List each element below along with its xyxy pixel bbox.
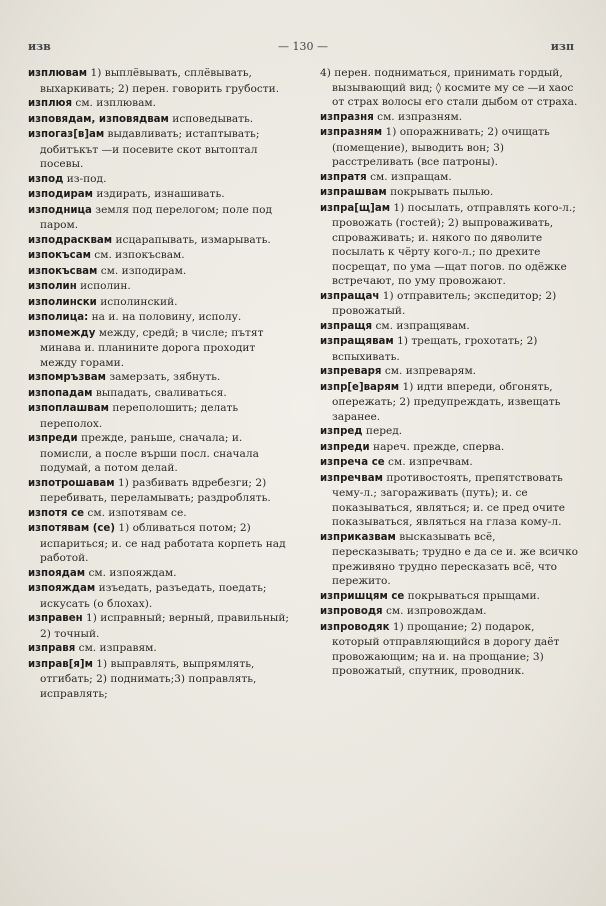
entry-definition: 1) отправитель; экспедитор; 2) провожатый. xyxy=(332,289,557,317)
entry-headword: изпреча се xyxy=(320,457,385,468)
entry-definition: высказывать всё, пересказывать; трудно е да се и. же всичко преживяно трудно пересказать всё, что пережито. xyxy=(332,530,579,587)
dictionary-entry xyxy=(320,66,582,110)
entry-definition: между, средй; в числе; пътят минава и. планините дорога проходит между горами. xyxy=(40,326,264,369)
entry-headword: изпотя се xyxy=(28,507,85,519)
entry-headword: изпокъсам xyxy=(28,250,91,261)
entry-headword: изпред xyxy=(320,426,363,437)
entry-definition: замерзать, зябнуть. xyxy=(105,371,221,383)
entry-definition: 1) посылать, отправлять кого-л.; провожать (гостей); 2) выпроваживать, спроваживать; и. някого по дяволите посылать к чёрту кого-л.; по дрехите посрещат, по ума —щат погов. по одёжке встречают, по уму провожают. xyxy=(332,201,576,287)
dictionary-entry xyxy=(320,364,582,380)
entry-definition: 1) идти впереди, обгонять, опережать; 2) предупреждать, извещать заранее. xyxy=(332,380,561,423)
entry-definition: см. изпреварям. xyxy=(381,365,477,377)
page-number: — 130 — xyxy=(278,40,328,53)
entry-headword: изподница xyxy=(28,204,92,216)
header-right-guide-word: изп xyxy=(550,40,574,53)
entry-headword: изподрасквам xyxy=(28,234,113,246)
dictionary-entry xyxy=(320,604,582,620)
dictionary-entry xyxy=(28,96,290,112)
entry-definition: на и. на половину, исполу. xyxy=(88,311,242,323)
dictionary-entry xyxy=(320,170,582,186)
entry-headword: изпоядам xyxy=(28,567,86,579)
dictionary-entry xyxy=(28,326,290,371)
dictionary-entry xyxy=(28,401,290,431)
entry-definition: выдавливать; истаптывать; добитъкът —и посевите скот вытоптал посевы. xyxy=(40,128,260,170)
dictionary-entry xyxy=(28,66,290,96)
dictionary-entry xyxy=(28,248,290,264)
entry-definition: см. изподирам. xyxy=(97,264,187,277)
dictionary-entry xyxy=(28,295,290,311)
entry-headword: изпразням xyxy=(320,127,383,138)
entry-headword: изпращя xyxy=(320,320,373,332)
entry-definition: исцарапывать, измарывать. xyxy=(112,233,271,246)
entry-definition: прежде, раньше, сначала; и. помисли, а после върши посл. сначала подумай, а потом делай. xyxy=(40,432,259,474)
entry-headword: изпратя xyxy=(320,171,367,183)
dictionary-entry xyxy=(28,172,290,188)
dictionary-entry xyxy=(28,581,290,611)
entry-definition: 1) исправный; верный, правильный; 2) точный. xyxy=(40,612,289,640)
dictionary-entry xyxy=(28,431,290,476)
entry-headword: изполин xyxy=(28,281,77,292)
entry-definition: см. изплювам. xyxy=(72,97,157,109)
dictionary-entry xyxy=(28,233,290,249)
entry-headword: изпоплашвам xyxy=(28,403,109,414)
dictionary-entry xyxy=(320,424,582,440)
entry-definition: изъедать, разъедать, поедать; искусать (о блохах). xyxy=(40,582,267,610)
entry-definition: переполошить; делать переполох. xyxy=(40,402,239,430)
dictionary-entry xyxy=(320,289,582,319)
entry-definition: 4) перен. подниматься, принимать гордый, вызывающий вид; ◊ космите му се —и хаос от страх волосы его стали дыбом от страха. xyxy=(320,67,578,108)
entry-headword: изпроводя xyxy=(320,606,383,617)
entry-headword: изпод xyxy=(28,173,64,185)
entry-definition: см. изпразням. xyxy=(373,110,463,123)
dictionary-entry xyxy=(28,641,290,657)
entry-headword: изпреди xyxy=(28,433,78,444)
entry-headword: изплюя xyxy=(28,98,73,109)
entry-headword: изпроводяк xyxy=(320,621,390,633)
entry-definition: см. изпращявам. xyxy=(372,319,470,332)
entry-headword: изпогаз[в]ам xyxy=(28,129,105,140)
entry-definition: 1) обливаться потом; 2) испариться; и. се над работата корпеть над работой. xyxy=(40,522,286,564)
entry-definition: земля под перелогом; поле под паром. xyxy=(40,203,273,231)
entry-definition: перед. xyxy=(362,425,403,437)
entry-headword: изпотявам (се) xyxy=(28,523,115,534)
entry-headword: изпомежду xyxy=(28,327,96,339)
entry-definition: см. изпокъсвам. xyxy=(90,249,185,261)
entry-definition: покрываться прыщами. xyxy=(404,589,540,602)
dictionary-entry xyxy=(28,657,290,702)
entry-headword: изпращач xyxy=(320,290,380,302)
entry-definition: из-под. xyxy=(63,172,107,185)
dictionary-entry xyxy=(28,264,290,280)
entry-headword: изправен xyxy=(28,613,83,624)
dictionary-entry xyxy=(320,440,582,456)
entry-definition: 1) разбивать вдребезги; 2) перебивать, переламывать; раздроблять. xyxy=(40,476,271,504)
entry-definition: исполинский. xyxy=(96,295,178,308)
dictionary-entry xyxy=(320,125,582,170)
dictionary-entry xyxy=(28,521,290,566)
entry-headword: изполински xyxy=(28,296,97,308)
running-head xyxy=(24,40,582,54)
entry-definition: издирать, изнашивать. xyxy=(92,188,225,200)
dictionary-entry xyxy=(320,620,582,679)
dictionary-entry xyxy=(28,187,290,203)
entry-headword: изпразня xyxy=(320,111,374,123)
dictionary-entry xyxy=(28,611,290,641)
dictionary-entry xyxy=(320,185,582,201)
entry-definition: 1) выправлять, выпрямлять, отгибать; 2) поднимать;3) поправлять, исправлять; xyxy=(40,657,257,700)
dictionary-entry xyxy=(320,530,582,589)
entry-headword: изпра[щ]ам xyxy=(320,202,391,214)
dictionary-entry xyxy=(28,310,290,326)
entry-headword: изправя xyxy=(28,643,76,654)
entry-definition: см. изпотявам се. xyxy=(84,506,187,519)
entry-definition: исповедывать. xyxy=(168,112,254,125)
entry-definition: выпадать, сваливаться. xyxy=(92,386,227,399)
entry-definition: см. изпояждам. xyxy=(85,566,177,579)
right-column xyxy=(320,66,582,679)
dictionary-entry xyxy=(28,127,290,172)
dictionary-entry xyxy=(28,476,290,506)
entry-headword: изпр[е]варям xyxy=(320,381,400,393)
entry-headword: изподирам xyxy=(28,189,93,200)
entry-definition: исполин. xyxy=(76,280,131,292)
dictionary-entry xyxy=(320,380,582,425)
entry-headword: изпрашвам xyxy=(320,187,387,198)
entry-headword: изприказвам xyxy=(320,531,396,543)
dictionary-entry xyxy=(320,110,582,126)
entry-headword: изповядам, изповядвам xyxy=(28,113,169,125)
dictionary-entry xyxy=(28,112,290,128)
entry-headword: изправ[я]м xyxy=(28,658,93,670)
entry-definition: 1) выплёвывать, сплёвывать, выхаркивать; 2) перен. говорить грубости. xyxy=(40,67,280,95)
entry-definition: см. изпровождам. xyxy=(382,605,487,617)
entry-headword: изпояждам xyxy=(28,583,96,594)
entry-definition: 1) опоражнивать; 2) очищать (помещение), выводить вон; 3) расстреливать (все патроны). xyxy=(332,126,550,168)
entry-definition: покрывать пылью. xyxy=(386,186,494,198)
entry-definition: см. изправям. xyxy=(75,642,157,654)
entry-headword: изполица: xyxy=(28,312,89,323)
entry-definition: см. изпращам. xyxy=(366,170,452,183)
entry-headword: изпомръзвам xyxy=(28,372,106,383)
dictionary-entry xyxy=(320,589,582,605)
entry-headword: изпокъсвам xyxy=(28,265,98,277)
entry-headword: изпришцям се xyxy=(320,590,405,602)
entry-definition: 1) прощание; 2) подарок, который отправляющийся в дорогу даёт провожающим; на и. на прощание; 3) провожатый, спутник, проводник. xyxy=(332,620,560,677)
entry-definition: 1) трещать, грохотать; 2) вспыхивать. xyxy=(332,335,538,363)
dictionary-entry xyxy=(320,455,582,471)
dictionary-entry xyxy=(28,279,290,295)
dictionary-entry xyxy=(320,471,582,530)
entry-headword: изпотрошавам xyxy=(28,477,115,489)
entry-definition: см. изпречвам. xyxy=(384,456,473,468)
entry-headword: изпопадам xyxy=(28,387,93,399)
dictionary-entry xyxy=(320,319,582,335)
dictionary-entry xyxy=(28,370,290,386)
entry-headword: изпречвам xyxy=(320,472,383,484)
dictionary-entry xyxy=(28,566,290,582)
dictionary-entry xyxy=(320,201,582,289)
left-column xyxy=(28,66,290,701)
entry-headword: изплювам xyxy=(28,68,88,79)
entry-headword: изпреди xyxy=(320,441,370,453)
dictionary-entry xyxy=(28,203,290,233)
dictionary-entry xyxy=(28,386,290,402)
dictionary-entry xyxy=(320,334,582,364)
entry-headword: изпреваря xyxy=(320,366,382,377)
entry-headword: изпращявам xyxy=(320,336,394,347)
entry-definition: нареч. прежде, сперва. xyxy=(369,440,505,453)
header-left-guide-word: изв xyxy=(28,40,51,53)
dictionary-entry xyxy=(28,506,290,522)
entry-definition: противостоять, препятствовать чему-л.; загораживать (путь); и. се показываться, являться; и. се пред очите показываться, являться на глаза кому-л. xyxy=(332,471,566,528)
